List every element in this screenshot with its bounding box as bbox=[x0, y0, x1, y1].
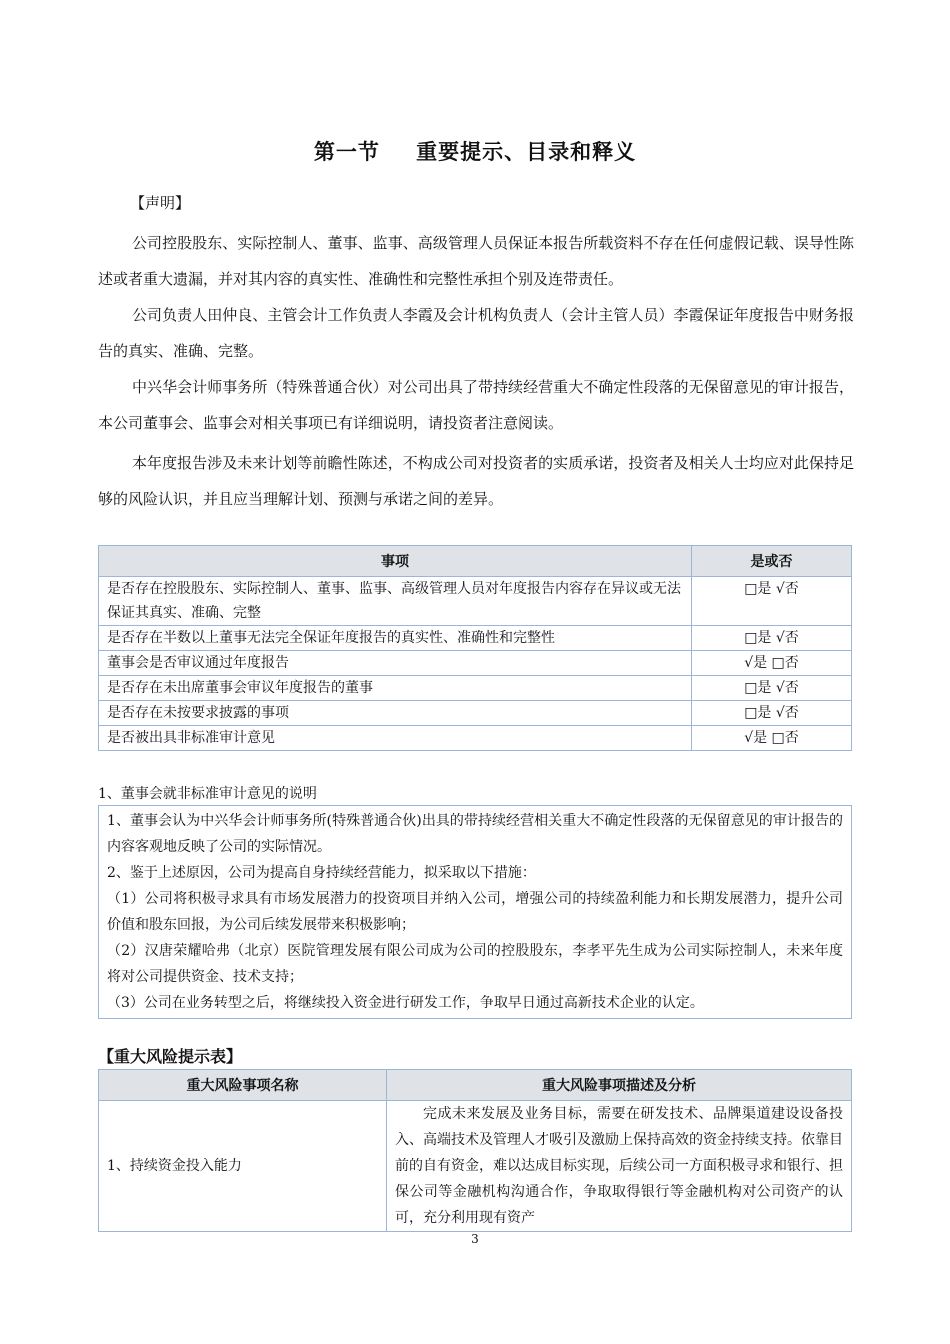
risk-description: 完成未来发展及业务目标，需要在研发技术、品牌渠道建设设备投入、高端技术及管理人才吸引及激励上保持高效的资金持续支持。依靠目前的自有资金，难以达成目标实现，后续公司一方面积极寻求和银行、担保公司等金融机构沟通合作，争取取得银行等金融机构对公司资产的认可，充分利用现有资产 bbox=[387, 1101, 852, 1232]
paragraph: 公司负责人田仲良、主管会计工作负责人李霞及会计机构负责人（会计主管人员）李霞保证年度报告中财务报告的真实、准确、完整。 bbox=[98, 306, 854, 360]
column-header: 重大风险事项描述及分析 bbox=[387, 1070, 852, 1101]
matter-item: 是否被出具非标准审计意见 bbox=[99, 726, 692, 751]
column-header: 重大风险事项名称 bbox=[99, 1070, 387, 1101]
table-row bbox=[99, 577, 852, 626]
note-line: （3）公司在业务转型之后，将继续投入资金进行研发工作，争取早日通过高新技术企业的认定。 bbox=[107, 995, 704, 1011]
matter-item: 董事会是否审议通过年度报告 bbox=[99, 651, 692, 676]
risk-table-title: 【重大风险提示表】 bbox=[98, 1047, 243, 1066]
audit-note-label: 1、董事会就非标准审计意见的说明 bbox=[98, 786, 317, 802]
table-row bbox=[99, 701, 852, 726]
matter-item: 是否存在半数以上董事无法完全保证年度报告的真实性、准确性和完整性 bbox=[99, 626, 692, 651]
table-row bbox=[99, 651, 852, 676]
table-row bbox=[99, 1101, 852, 1232]
matter-item: 是否存在未出席董事会审议年度报告的董事 bbox=[99, 676, 692, 701]
matter-answer: √是 □否 bbox=[692, 651, 852, 676]
column-header: 是或否 bbox=[692, 546, 852, 577]
matter-item: 是否存在控股股东、实际控制人、董事、监事、高级管理人员对年度报告内容存在异议或无法保证其真实、准确、完整 bbox=[99, 577, 692, 626]
risk-table bbox=[98, 1069, 852, 1232]
risk-name: 1、持续资金投入能力 bbox=[99, 1101, 387, 1232]
column-header: 事项 bbox=[99, 546, 692, 577]
note-line: 1、董事会认为中兴华会计师事务所(特殊普通合伙)出具的带持续经营相关重大不确定性段落的无保留意见的审计报告的内容客观地反映了公司的实际情况。 bbox=[107, 813, 843, 855]
audit-note-box bbox=[98, 805, 852, 1019]
note-line: 2、鉴于上述原因，公司为提高自身持续经营能力，拟采取以下措施： bbox=[107, 865, 536, 881]
matter-answer: √是 □否 bbox=[692, 726, 852, 751]
declaration-heading: 【声明】 bbox=[130, 194, 191, 212]
section-title: 第一节 重要提示、目录和释义 bbox=[313, 140, 637, 164]
table-row bbox=[99, 676, 852, 701]
note-line: （2）汉唐荣耀哈弗（北京）医院管理发展有限公司成为公司的控股股东，李孝平先生成为公司实际控制人，未来年度将对公司提供资金、技术支持； bbox=[107, 943, 843, 985]
page-number: 3 bbox=[471, 1232, 479, 1246]
note-line: （1）公司将积极寻求具有市场发展潜力的投资项目并纳入公司，增强公司的持续盈利能力和长期发展潜力，提升公司价值和股东回报，为公司后续发展带来积极影响； bbox=[107, 891, 843, 933]
matter-answer: □是 √否 bbox=[692, 701, 852, 726]
matter-answer: □是 √否 bbox=[692, 626, 852, 651]
matter-answer: □是 √否 bbox=[692, 577, 852, 626]
matter-answer: □是 √否 bbox=[692, 676, 852, 701]
matter-item: 是否存在未按要求披露的事项 bbox=[99, 701, 692, 726]
table-row bbox=[99, 626, 852, 651]
table-row bbox=[99, 726, 852, 751]
paragraph: 本年度报告涉及未来计划等前瞻性陈述，不构成公司对投资者的实质承诺，投资者及相关人士均应对此保持足够的风险认识，并且应当理解计划、预测与承诺之间的差异。 bbox=[98, 454, 854, 508]
matters-table bbox=[98, 545, 852, 751]
paragraph: 公司控股股东、实际控制人、董事、监事、高级管理人员保证本报告所载资料不存在任何虚假记载、误导性陈述或者重大遗漏，并对其内容的真实性、准确性和完整性承担个别及连带责任。 bbox=[98, 234, 854, 288]
paragraph: 中兴华会计师事务所（特殊普通合伙）对公司出具了带持续经营重大不确定性段落的无保留意见的审计报告，本公司董事会、监事会对相关事项已有详细说明，请投资者注意阅读。 bbox=[98, 378, 854, 432]
